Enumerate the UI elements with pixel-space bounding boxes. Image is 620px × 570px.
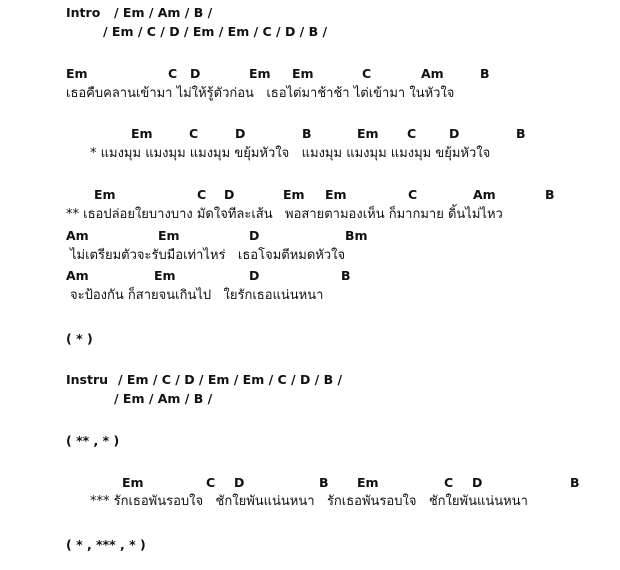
chord: Em (357, 126, 379, 141)
intro-line-2: / Em / C / D / Em / Em / C / D / B / (103, 24, 328, 39)
chord: D (235, 126, 246, 141)
chorus-lyric: * แมงมุม แมงมุม แมงมุม ขยุ้มหัวใจ แมงมุม แมงมุม แมงมุม ขยุ้มหัวใจ (90, 146, 491, 161)
verse1-lyric: เธอคืบคลานเข้ามา ไม่ให้รู้ตัวก่อน เธอไต่มาช้าช้า ไต่เข้ามา ในหัวใจ (66, 86, 455, 101)
chord: Am (66, 268, 89, 283)
chord: C (407, 126, 417, 141)
repeat-marker-2: ( ** , * ) (66, 433, 120, 448)
chord: D (190, 66, 201, 81)
chord: Em (154, 268, 176, 283)
repeat-marker-3: ( * , *** , * ) (66, 537, 146, 552)
chord: C (444, 475, 454, 490)
chord: C (168, 66, 178, 81)
bridge-line3-lyric: จะป้องกัน ก็สายจนเกินไป ใยรักเธอแน่นหนา (70, 288, 324, 303)
chord: D (249, 268, 260, 283)
chord: D (234, 475, 245, 490)
chord: Em (122, 475, 144, 490)
chord: D (472, 475, 483, 490)
chord: C (408, 187, 418, 202)
instru-label: Instru (66, 372, 109, 387)
bridge-line2-lyric: ไม่เตรียมตัวจะรับมือเท่าไหร่ เธอโจมตีหมดหัวใจ (70, 248, 346, 263)
intro-label: Intro (66, 5, 101, 20)
chord: Em (158, 228, 180, 243)
chord: Em (292, 66, 314, 81)
hook-lyric: *** รักเธอพันรอบใจ ชักใยพันแน่นหนา รักเธอพันรอบใจ ชักใยพันแน่นหนา (90, 494, 528, 509)
repeat-marker-1: ( * ) (66, 331, 93, 346)
chord: C (189, 126, 199, 141)
chord: Bm (345, 228, 368, 243)
chord: Em (131, 126, 153, 141)
chord: Em (357, 475, 379, 490)
chord: Am (421, 66, 444, 81)
chord: C (197, 187, 207, 202)
bridge-line1-lyric: ** เธอปล่อยใยบางบาง มัดใจทีละเส้น พอสายตามองเห็น ก็มากมาย ดิ้นไม่ไหว (66, 207, 503, 222)
chord: C (206, 475, 216, 490)
chord: B (319, 475, 329, 490)
instru-line-1: / Em / C / D / Em / Em / C / D / B / (118, 372, 343, 387)
chord: B (341, 268, 351, 283)
chord: D (449, 126, 460, 141)
chord: B (480, 66, 490, 81)
chord: B (545, 187, 555, 202)
chord: C (362, 66, 372, 81)
chord: Em (94, 187, 116, 202)
intro-line-1: / Em / Am / B / (114, 5, 213, 20)
chord: B (516, 126, 526, 141)
chord: Em (283, 187, 305, 202)
chord: Em (66, 66, 88, 81)
chord: Em (249, 66, 271, 81)
chord: Em (325, 187, 347, 202)
chord: D (224, 187, 235, 202)
chord: B (302, 126, 312, 141)
chord: D (249, 228, 260, 243)
chord: Am (473, 187, 496, 202)
chord: Am (66, 228, 89, 243)
instru-line-2: / Em / Am / B / (114, 391, 213, 406)
chord: B (570, 475, 580, 490)
